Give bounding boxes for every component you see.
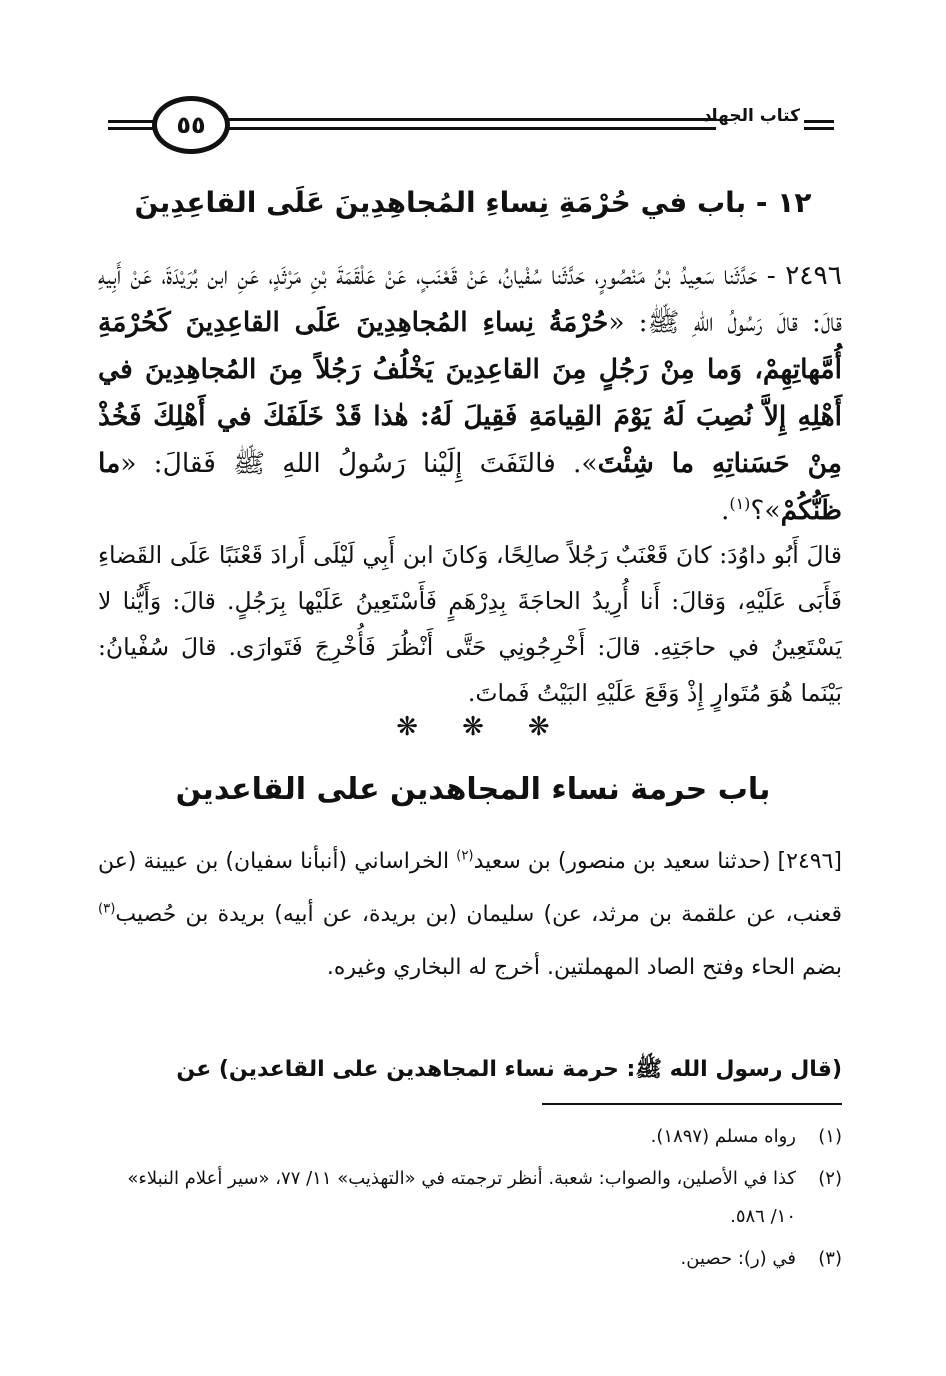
footnote-divider — [542, 1103, 842, 1105]
hadith-matn: حُرْمَةُ نِساءِ المُجاهِدِينَ عَلَى القاعِدِينَ كَحُرْمَةِ أُمَّهاتِهِمْ، وَما مِنْ رَجُلٍ مِنَ القاعِدِينَ يَخْلُفُ رَجُلاً مِنَ المُجاهِدِينَ في أَهْلِهِ إِلاَّ نُصِبَ لَهُ يَوْمَ القِيامَةِ فَقِيلَ لَهُ: هٰذا قَدْ خَلَفَكَ في أَهْلِكَ فَخُذْ مِنْ حَسَناتِهِ ما شِئْتَ — [98, 307, 842, 479]
hadith-question: ما ظَنُّكُمْ — [98, 448, 842, 526]
commentary-paragraph — [98, 835, 842, 994]
footnote-ref-2[interactable]: (٢) — [456, 848, 474, 864]
hadith-isnad: ٢٤٩٦ - حَدَّثَنا سَعِيدُ بْنُ مَنْصُورٍ، حَدَّثَنا سُفْيانُ، عَنْ قَعْنَبٍ، عَنْ عَلْقَمَةَ بْنِ مَرْثَدٍ، عَنِ ابن بُرَيْدَةَ، عَنْ أَبِيهِ قالَ: قالَ رَسُولُ اللهِ ﷺ: « — [98, 260, 842, 338]
footnote-ref-1[interactable]: (١) — [729, 494, 751, 514]
commentary-text: [٢٤٩٦] (حدثنا سعيد بن منصور) بن سعيد — [473, 849, 842, 874]
header-rule — [228, 118, 716, 130]
footnote-number: (١) — [818, 1126, 842, 1147]
separator-star: ❋ — [396, 712, 419, 742]
commentary-text: بضم الحاء وفتح الصاد المهملتين. أخرج له البخاري وغيره. — [326, 955, 842, 980]
commentary-text: الخراساني (أنبأنا سفيان) بن عيينة (عن قعنب، عن علقمة بن مرثد، عن) سليمان (بن بريدة، عن أبيه) بريدة بن حُصيب — [98, 849, 842, 927]
footnote — [104, 1240, 842, 1278]
footnote-text: في (ر): حصين. — [680, 1248, 796, 1269]
separator-star: ❋ — [527, 712, 550, 742]
footnote-text: كذا في الأصلين، والصواب: شعبة. أنظر ترجمته في «التهذيب» ١١/ ٧٧، «سير أعلام النبلاء» ١٠/ ٥٨٦. — [127, 1168, 796, 1227]
footnote-number: (٢) — [818, 1168, 842, 1189]
footnote — [104, 1160, 842, 1236]
page-header — [108, 92, 834, 168]
abu-dawud-note: قالَ أَبُو داوُدَ: كانَ قَعْنَبٌ رَجُلاً صالِحًا، وَكانَ ابن أَبِي لَيْلَى أَرادَ قَعْنَبًا عَلَى القَضاءِ فَأَبَى عَلَيْهِ، وَقالَ: أَنا أُرِيدُ الحاجَةَ بِدِرْهَمٍ فَأَسْتَعِينُ عَلَيْها بِرَجُلٍ. قالَ: وَأَيُّنا لا يَسْتَعِينُ في حاجَتِهِ. قالَ: أَخْرِجُونِي حَتَّى أَنْظُرَ فَأُخْرِجَ فَتَوارَى. قالَ سُفْيانُ: بَيْنَما هُوَ مُتَوارٍ إِذْ وَقَعَ عَلَيْهِ البَيْتُ فَماتَ. — [98, 541, 842, 707]
footnote-ref-3[interactable]: (٣) — [98, 901, 116, 917]
footnotes — [104, 1118, 842, 1282]
commentary-paragraph-2: (قال رسول الله ﷺ: حرمة نساء المجاهدين على القاعدين) عن — [176, 1057, 842, 1082]
footnote — [104, 1118, 842, 1156]
separator-star: ❋ — [462, 712, 484, 742]
hadith-tail: . — [720, 495, 730, 526]
running-title: كتاب الجهاد — [702, 106, 800, 126]
footnote-number: (٣) — [818, 1248, 842, 1269]
hadith-end: »؟ — [750, 495, 781, 526]
footnote-text: رواه مسلم (١٨٩٧). — [650, 1126, 796, 1147]
commentary-heading: باب حرمة نساء المجاهدين على القاعدين — [175, 772, 771, 807]
hadith-text — [98, 252, 842, 534]
chapter-heading: ١٢ - باب في حُرْمَةِ نِساءِ المُجاهِدِينَ عَلَى القاعِدِينَ — [134, 186, 812, 219]
section-separator — [0, 712, 946, 742]
page-number: ٥٥ — [152, 96, 230, 154]
header-rule-right — [804, 120, 834, 130]
header-rule-left — [108, 120, 156, 130]
hadith-middle: ». فالتَفَتَ إِلَيْنا رَسُولُ اللهِ ﷺ فَقالَ: « — [120, 448, 598, 479]
